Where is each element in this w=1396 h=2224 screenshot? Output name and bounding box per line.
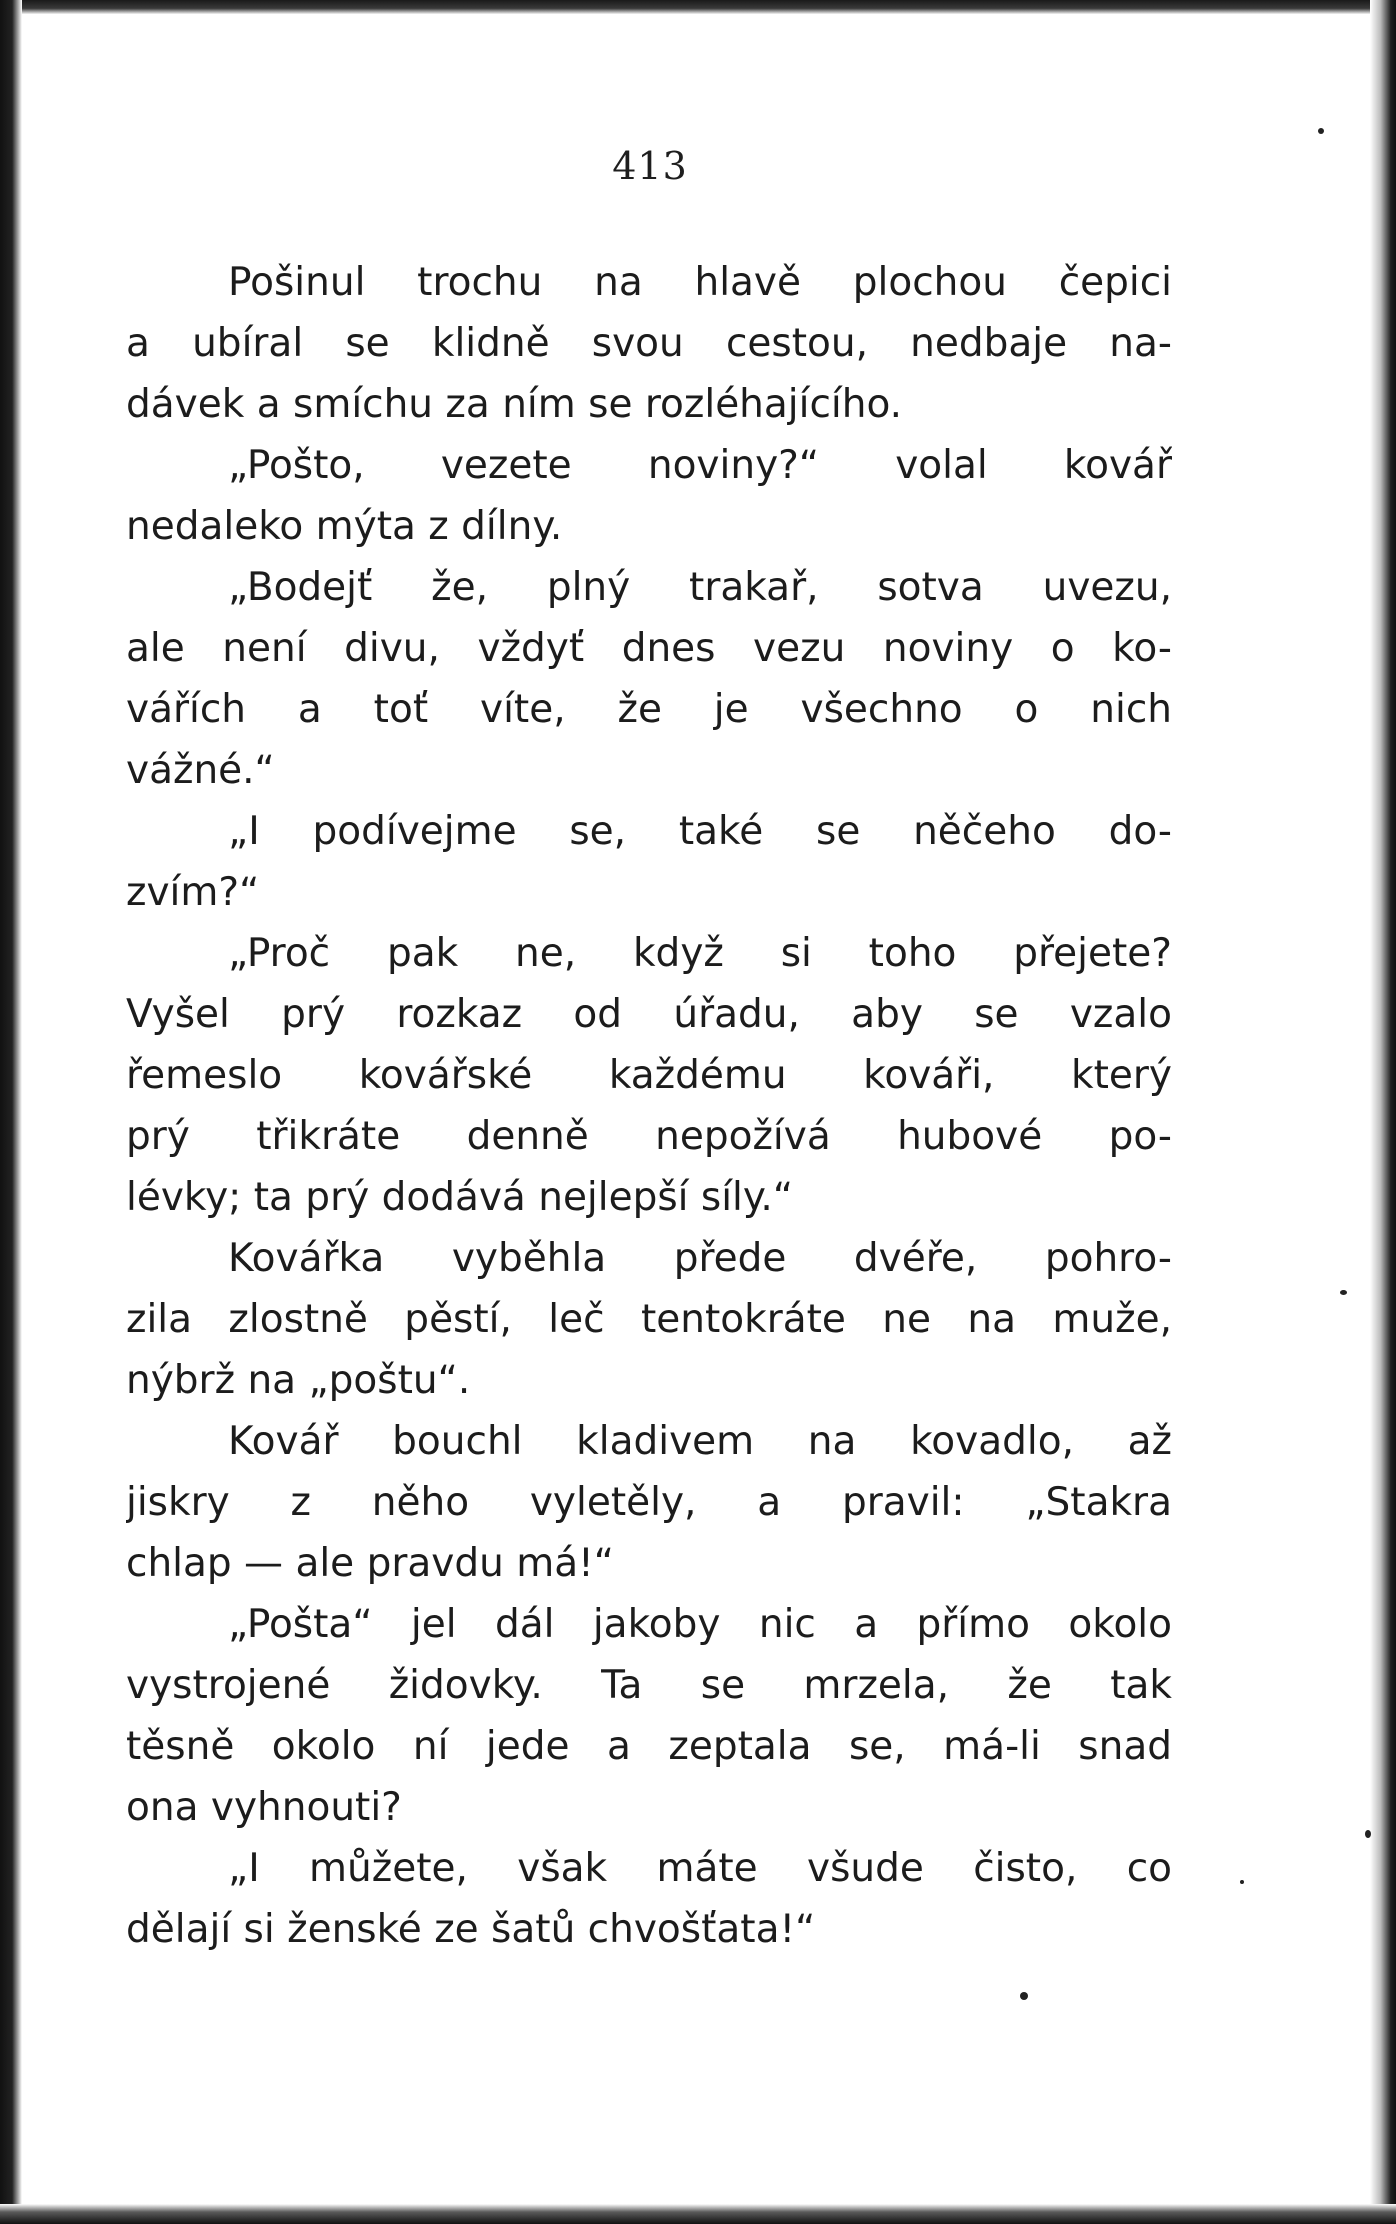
text-line: a ubíral se klidně svou cestou, nedbaje na- [126,321,1172,366]
text-line: lévky; ta prý dodává nejlepší síly.“ [126,1175,794,1220]
text-line: „Pošto, vezete noviny?“ volal kovář [228,443,1172,488]
text-line: Vyšel prý rozkaz od úřadu, aby se vzalo [126,992,1172,1037]
text-line: Kovář bouchl kladivem na kovadlo, až [228,1419,1172,1464]
text-line: ona vyhnouti? [126,1785,402,1830]
text-line: „I podívejme se, také se něčeho do- [228,809,1172,854]
text-line: Pošinul trochu na hlavě plochou čepici [228,260,1172,305]
scan-speck [1340,1290,1347,1295]
scan-speck [1318,128,1324,134]
scan-edge-bottom [0,2204,1396,2224]
text-line: „Pošta“ jel dál jakoby nic a přímo okolo [228,1602,1172,1647]
text-line: dělají si ženské ze šatů chvošťata!“ [126,1907,816,1952]
text-line: „Bodejť že, plný trakař, sotva uvezu, [228,565,1172,610]
text-line: prý třikráte denně nepožívá hubové po- [126,1114,1172,1159]
body-text [126,252,1172,1960]
text-line: řemeslo kovářské každému kováři, který [126,1053,1172,1098]
text-line: nýbrž na „poštu“. [126,1358,471,1403]
text-line: vystrojené židovky. Ta se mrzela, že tak [126,1663,1172,1708]
text-line: chlap — ale pravdu má!“ [126,1541,614,1586]
scan-speck [1240,1880,1244,1884]
scan-speck [1020,1992,1028,2000]
text-line: nedaleko mýta z dílny. [126,504,563,549]
scan-edge-left [0,0,22,2224]
text-line: „I můžete, však máte všude čisto, co [228,1846,1172,1891]
scan-edge-right [1370,0,1396,2224]
text-line: jiskry z něho vyletěly, a pravil: „Stakra [126,1480,1172,1525]
text-line: „Proč pak ne, když si toho přejete? [228,931,1172,976]
text-line: vážné.“ [126,748,275,793]
scan-edge-top [0,0,1396,14]
text-line: dávek a smíchu za ním se rozléhajícího. [126,382,903,427]
text-line: těsně okolo ní jede a zeptala se, má-li snad [126,1724,1172,1769]
text-line: vářích a toť víte, že je všechno o nich [126,687,1172,732]
text-line: Kovářka vyběhla přede dvéře, pohro- [228,1236,1172,1281]
text-line: zvím?“ [126,870,260,915]
text-line: zila zlostně pěstí, leč tentokráte ne na muže, [126,1297,1172,1342]
text-line: ale není divu, vždyť dnes vezu noviny o ko- [126,626,1172,671]
scan-speck [1365,1830,1371,1838]
page-number: 413 [612,144,688,188]
